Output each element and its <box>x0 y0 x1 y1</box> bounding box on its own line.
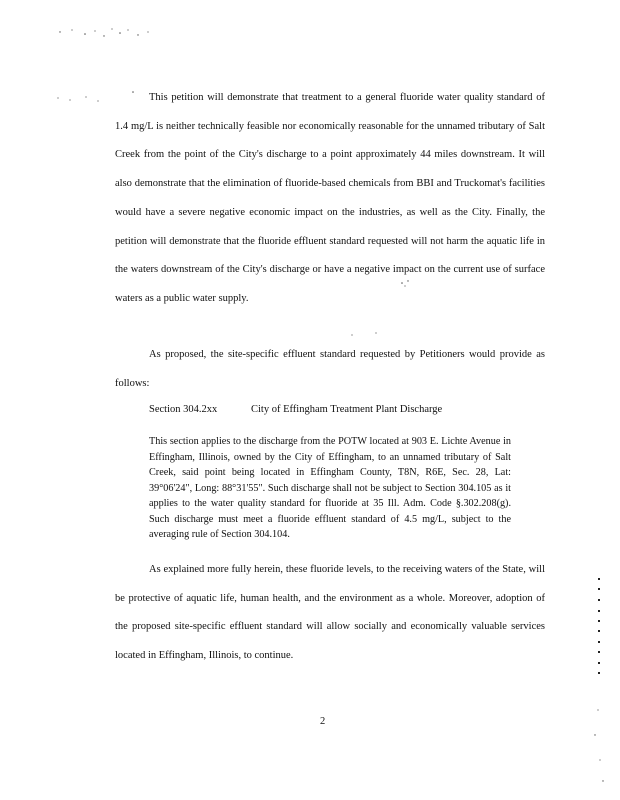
rule-body: This section applies to the discharge from the POTW located at 903 E. Lichte Avenue in Effingham, Illinois, owned by the City of Effingham, to an unnamed tributary of Salt Creek, said point being located in Effingham County, T8N, R6E, Sec. 28, Lat: 39°06'24", Long: 88°31'55". Such discharge shall not be subject to Section 304.105 as it applies to the water quality standard for fluoride at 35 Ill. Adm. Code §.302.208(g). Such discharge must meet a fluoride effluent standard of 4.5 mg/L, subject to the averaging rule of Section 304.104. <box>149 436 511 540</box>
proposal-paragraph: As proposed, the site-specific effluent standard requested by Petitioners would provide as follows: <box>115 349 545 389</box>
intro-paragraph: This petition will demonstrate that treatment to a general fluoride water quality standard of 1.4 mg/L is neither technically feasible nor economically reasonable for the unnamed tributary of Salt Creek from the point of the City's discharge to a point approximately 44 miles downstream. It will also demonstrate that the elimination of fluoride-based chemicals from BBI and Truckomat's facilities would have a severe negative economic impact on the industries, as well as the City. Finally, the petition will demonstrate that the fluoride effluent standard requested will not harm the aquatic life in the waters downstream of the City's discharge or have a negative impact on the current use of surface waters as a public water supply. <box>115 92 545 304</box>
rule-section-title: City of Effingham Treatment Plant Discharge <box>251 404 443 415</box>
rule-heading <box>149 404 442 415</box>
conclusion-paragraph: As explained more fully herein, these fluoride levels, to the receiving waters of the State, will be protective of aquatic life, human health, and the environment as a whole. Moreover, adoption of the proposed site-specific effluent standard will allow socially and economically valuable services located in Effingham, Illinois, to continue. <box>115 564 545 662</box>
rule-section-number: Section 304.2xx <box>149 404 218 415</box>
page-number: 2 <box>320 716 326 727</box>
